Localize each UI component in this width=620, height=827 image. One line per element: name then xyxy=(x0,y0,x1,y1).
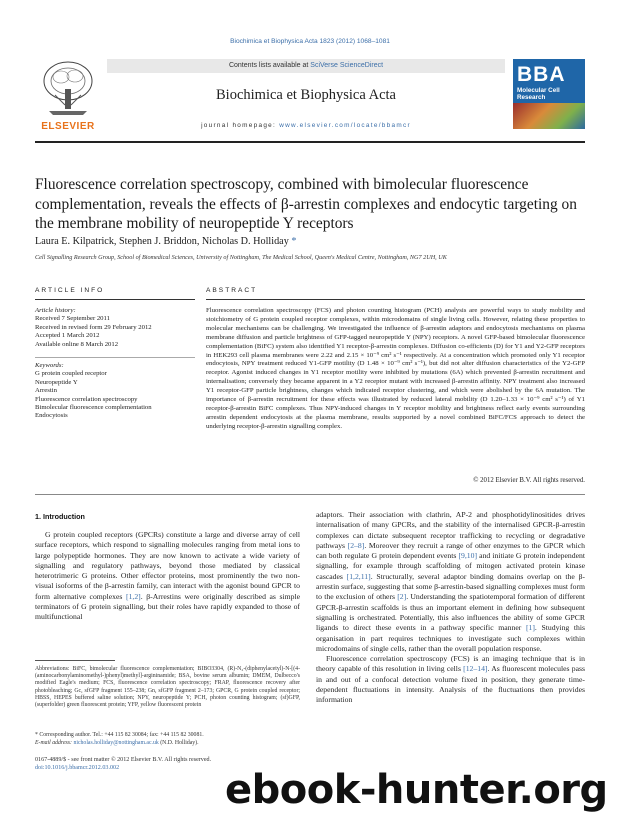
intro-text: adaptors. Their association with clathrin, AP-2 and phosphotidylinositides drives internalisation of many GPCRs, and the stability of the internalised GPCR-β-arrestin complexes can dictate subsequent receptor trafficking to recycling or degradative pathways xyxy=(316,510,585,550)
header-center xyxy=(107,57,505,135)
history-item: Received 7 September 2011 xyxy=(35,315,110,323)
issn-line: 0167-4889/$ - see front matter © 2012 Elsevier B.V. All rights reserved. xyxy=(35,757,212,763)
bottom-metadata xyxy=(35,757,211,772)
article-title: Fluorescence correlation spectroscopy, combined with bimolecular fluorescence complementation, reveals the effects of β-arrestin complexes and endocytic targeting on the membrane mobility of neuropeptide Y receptors xyxy=(35,176,577,232)
intro-text: . β-Arrestins were originally described as simple terminators of G protein signalling, but their roles have rapidly expanded to those of multifunctional xyxy=(35,591,300,622)
email-footnote xyxy=(35,740,300,747)
abstract-copyright: © 2012 Elsevier B.V. All rights reserved. xyxy=(473,477,585,484)
author-affiliation: Cell Signalling Research Group, School of Biomedical Sciences, University of Nottingham, The Medical School, Queen's Medical Centre, Nottingham, NG7 2UH, UK xyxy=(35,254,447,261)
watermark-text: ebook-hunter.org xyxy=(225,767,608,813)
journal-citation[interactable]: Biochimica et Biophysica Acta 1823 (2012) 1068–1081 xyxy=(230,38,390,45)
journal-cover[interactable] xyxy=(513,59,585,129)
intro-text: . Understanding the spatiotemporal formation of different GPCR-β-arrestin scaffolds is thus an important element in defining how subsequent signalling is orchestrated. Potentially, this also influences the ability of some GPCR ligands to direct these events in a pathway specific manner xyxy=(316,592,585,633)
abbreviations-footnote: Abbreviations: BiFC, bimolecular fluorescence complementation; BIBO3304, (R)-N₂-(diphenylacetyl)-N-[(4-(aminocarbonylaminomethyl-)phenyl)methyl]-argininamide; BSA, bovine serum albumin; DMEM, Dulbecco's modified Eagle's medium; FCS, fluorescence correlation spectroscopy; FRAP, fluorescence recovery after photobleaching; Gc, sfGFP fragment 155–238; Gn, sfGFP fragment 2–173; GPCR, G protein coupled receptor; HBSS, HEPES buffered saline solution; NPY, neuropeptide Y; PCH, photon counting histogram; (sf)GFP, (superfolder) green fluorescent protein; YFP, yellow fluorescent protein xyxy=(35,666,300,709)
homepage-prefix: journal homepage: xyxy=(201,122,280,129)
elsevier-tree-icon xyxy=(41,59,95,117)
cover-subtitle: Molecular Cell Research xyxy=(517,87,560,101)
intro-text: . Moreover they recruit a range of other enzymes to the GPCR which can both regulate G protein dependent events xyxy=(316,540,585,561)
article-info-rule xyxy=(35,299,195,300)
citation-link[interactable]: [1] xyxy=(525,623,535,633)
abstract-rule xyxy=(206,299,585,300)
citation-link[interactable]: [1,2] xyxy=(126,591,141,601)
keyword: Arrestin xyxy=(35,387,57,395)
citation-link[interactable]: [9,10] xyxy=(458,551,478,561)
citation-link[interactable]: [2] xyxy=(397,592,407,602)
history-item: Accepted 1 March 2012 xyxy=(35,332,100,340)
intro-text: Fluorescence correlation spectroscopy (FCS) is an imaging technique that is in theory capable of this resolution in living cells xyxy=(316,654,585,674)
email-link[interactable]: nicholas.holliday@nottingham.ac.uk xyxy=(73,740,159,746)
keywords xyxy=(35,362,195,421)
email-suffix: (N.D. Holliday). xyxy=(158,740,199,746)
journal-name: Biochimica et Biophysica Acta xyxy=(216,87,396,103)
author-list: Laura E. Kilpatrick, Stephen J. Briddon, Nicholas D. Holliday xyxy=(35,236,289,247)
article-info-heading: ARTICLE INFO xyxy=(35,287,105,294)
journal-homepage xyxy=(107,122,505,129)
intro-paragraph xyxy=(316,510,585,654)
intro-text: and initiate G protein independent signalling, for example through scaffolding of mitogen activated protein kinase cascades xyxy=(316,551,585,581)
keyword: Fluorescence correlation spectroscopy xyxy=(35,395,138,403)
history-item: Received in revised form 29 February 2012 xyxy=(35,323,152,331)
introduction-heading: 1. Introduction xyxy=(35,512,85,521)
header-rule xyxy=(35,141,585,143)
sciencedirect-link[interactable]: SciVerse ScienceDirect xyxy=(310,62,384,69)
citation-link[interactable]: [2–8] xyxy=(347,540,365,550)
elsevier-logo[interactable] xyxy=(35,57,101,135)
contents-bar xyxy=(107,59,505,73)
intro-text: G protein coupled receptors (GPCRs) constitute a large and diverse array of cell surface receptors, which respond to signalling molecules ranging from metal ions to large polypeptide hormones. They are now known to activate a wide variety of signalling and regulatory pathways, beyond those mediated by classical heterotrimeric G proteins. Other effector proteins, most prominently the two non-visual isoforms of the β-arrestin family, can interact with the agonist bound GPCR to form alternative complexes xyxy=(35,530,300,601)
doi-link[interactable]: doi:10.1016/j.bbamcr.2012.03.002 xyxy=(35,764,120,771)
intro-right-column xyxy=(316,510,585,706)
keyword: Endocytosis xyxy=(35,412,68,420)
keyword: Neuropeptide Y xyxy=(35,378,78,386)
citation-link[interactable]: [12–14] xyxy=(463,664,488,674)
intro-text: . Studying this organisation in part requires techniques to investigate such complexes within microdomains of single cells, rather than the overall population response. xyxy=(316,623,586,653)
history-item: Available online 8 March 2012 xyxy=(35,340,119,348)
intro-paragraph xyxy=(316,654,585,705)
intro-text: . As fluorescent molecules pass in and out of a confocal detection volume fixed in position, they generate time-dependent fluctuations in intensity. Analysis of the fluctuations then provides information xyxy=(316,664,585,705)
intro-paragraph xyxy=(35,530,300,623)
elsevier-wordmark: ELSEVIER xyxy=(41,121,95,132)
info-divider xyxy=(35,357,195,358)
homepage-link[interactable]: www.elsevier.com/locate/bbamcr xyxy=(279,122,411,129)
article-history xyxy=(35,307,195,349)
corresponding-author-mark[interactable]: * xyxy=(288,236,297,247)
keyword: Bimolecular fluorescence complementation xyxy=(35,404,152,412)
cover-artwork xyxy=(513,103,585,129)
contents-prefix: Contents lists available at xyxy=(228,62,311,69)
abstract-heading: ABSTRACT xyxy=(206,287,258,294)
footnote-rule xyxy=(35,660,115,661)
corresponding-footnote: * Corresponding author. Tel.: +44 115 82 30084; fax: +44 115 82 30081. xyxy=(35,732,204,738)
abstract-end-rule xyxy=(35,494,585,495)
abstract-text: Fluorescence correlation spectroscopy (FCS) and photon counting histogram (PCH) analysis are powerful ways to study mobility and stoichiometry of G protein coupled receptor complexes, within microdomains of single living cells. However, relating these properties to molecular mechanisms can be challenging. We investigated the influence of β-arrestin adaptors and endocytosis mechanisms on plasma membrane diffusion and particle brightness of GFP-tagged neuropeptide Y (NPY) receptors. A novel GFP-based bimolecular fluorescence complementation (BiFC) system also identified Y1 receptor-β-arrestin complexes. Diffusion co-efficients (D) for Y1 and Y2-GFP receptors in HEK293 cell plasma membranes were 2.22 and 2.15 × 10⁻⁹ cm² s⁻¹ respectively. At a concentration which promoted only Y1 receptor endocytosis, NPY treatment reduced Y1-GFP motility (D 1.48 × 10⁻⁹ cm² s⁻¹), but did not alter diffusion characteristics of the Y2-GFP receptor. Agonist induced changes in Y1 receptor motility were inhibited by mutations (6A) which prevented β-arrestin recruitment and internalisation; conversely they became apparent in a Y2 receptor mutant with increased β-arrestin affinity. NPY treatment also increased Y1 receptor-GFP particle brightness, changes which indicated receptor clustering, and which were abolished by the 6A mutation. The importance of β-arrestin recruitment for these effects was illustrated by reduced lateral mobility (D 1.20–1.33 × 10⁻⁹ cm² s⁻¹) of Y1 receptor-β-arrestin BiFC complexes. Thus NPY-induced changes in Y receptor mobility and brightness reflect early events surrounding arrestin dependent endocytosis at the plasma membrane, results supported by a novel combined BiFC/FCS approach to detect the underlying receptor-β-arrestin signalling complex. xyxy=(206,307,585,430)
intro-text: . Structurally, several adaptor binding domains overlap on the β-arrestin surface, suggesting that some β-arrestin-based signalling complexes must form to the exclusion of others xyxy=(316,571,585,602)
intro-left-column xyxy=(35,530,300,623)
cover-title: BBA xyxy=(517,63,566,86)
email-label: E-mail address: xyxy=(35,740,74,746)
journal-header xyxy=(35,57,585,135)
history-label: Article history: xyxy=(35,307,76,314)
article-authors xyxy=(35,236,296,247)
citation-link[interactable]: [1,2,11] xyxy=(346,571,371,581)
keywords-label: Keywords: xyxy=(35,362,64,369)
keyword: G protein coupled receptor xyxy=(35,370,107,378)
